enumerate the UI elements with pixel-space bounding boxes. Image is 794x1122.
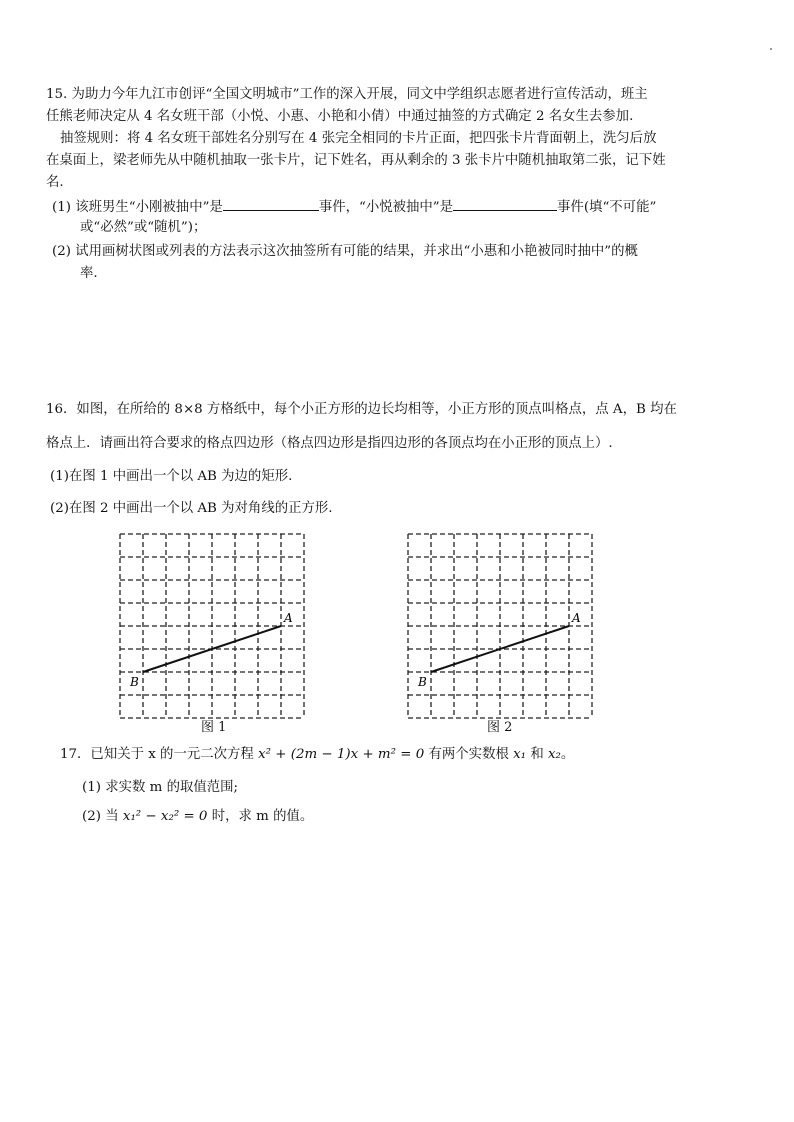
q16-part-1: (1)在图 1 中画出一个以 AB 为边的矩形. — [50, 469, 293, 484]
q15-part-2: (2) 试用画树状图或列表的方法表示这次抽签所有可能的结果，并求出“小惠和小艳被同时抽中”的概 — [52, 244, 638, 259]
point-b-label-2: B — [418, 675, 427, 689]
q17-stem — [60, 746, 574, 764]
grid-lines-1 — [120, 534, 304, 718]
q17-equation: x² + (2m − 1)x + m² = 0 — [258, 747, 425, 762]
q15-rules-line-1: 抽签规则：将 4 名女班干部姓名分别写在 4 张完全相同的卡片正面，把四张卡片背面朝上，洗匀后放 — [60, 131, 657, 146]
point-a-label-2: A — [572, 611, 581, 625]
point-a-label-1: A — [284, 611, 293, 625]
point-b-label-1: B — [130, 675, 139, 689]
q17-part-2 — [82, 808, 313, 826]
q17-part-2-text-b: 时，求 m 的值。 — [211, 809, 314, 824]
q15-part-1-text-c: 事件(填“不可能” — [557, 200, 657, 215]
q17-stem-text: 17．已知关于 x 的一元二次方程 — [60, 747, 254, 762]
figure-1-caption: 图 1 — [201, 720, 227, 735]
q15-line-1: 15. 为助力今年九江市创评“全国文明城市”工作的深入开展，同文中学组织志愿者进行宣传活动，班主 — [46, 87, 648, 102]
q17-end: 。 — [560, 747, 575, 762]
scan-speck — [770, 48, 772, 50]
q15-answer-blank-2[interactable] — [453, 197, 557, 211]
q15-part-1-text-b: 事件，“小悦被抽中”是 — [318, 200, 454, 215]
q15-part-2-cont: 率. — [80, 266, 98, 281]
figure-1-grid — [116, 530, 308, 720]
q17-part-2-equation: x₁² − x₂² = 0 — [122, 809, 208, 824]
q16-part-2: (2)在图 2 中画出一个以 AB 为对角线的正方形. — [50, 501, 333, 516]
q15-part-1-text-a: (1) 该班男生“小刚被抽中”是 — [52, 200, 223, 215]
figure-2-caption: 图 2 — [487, 720, 513, 735]
q15-rules-line-2: 在桌面上，梁老师先从中随机抽取一张卡片，记下姓名，再从剩余的 3 张卡片中随机抽取第二张，记下姓 — [46, 153, 666, 168]
q16-line-2: 格点上．请画出符合要求的格点四边形（格点四边形是指四边形的各顶点均在小正形的顶点上）. — [46, 436, 613, 451]
q17-part-1: (1) 求实数 m 的取值范围; — [82, 780, 239, 795]
q17-root-1: x₁ — [513, 747, 527, 762]
q17-and: 和 — [530, 747, 544, 762]
grid-lines-2 — [408, 534, 592, 718]
q15-part-1 — [52, 197, 656, 217]
q15-rules-line-3: 名. — [46, 175, 64, 190]
q17-stem-text-b: 有两个实数根 — [428, 747, 509, 762]
q15-line-2: 任熊老师决定从 4 名女班干部（小悦、小惠、小艳和小倩）中通过抽签的方式确定 2 名女生去参加. — [46, 109, 634, 124]
q16-line-1: 16．如图，在所给的 8×8 方格纸中，每个小正方形的边长均相等，小正方形的顶点叫格点，点 A，B 均在 — [46, 402, 677, 417]
q17-part-2-text-a: (2) 当 — [82, 809, 119, 824]
figure-2-grid — [404, 530, 596, 720]
q15-answer-blank-1[interactable] — [223, 197, 319, 211]
q17-root-2: x₂ — [547, 747, 561, 762]
q15-part-1-cont: 或“必然”或“随机”)； — [80, 220, 207, 235]
